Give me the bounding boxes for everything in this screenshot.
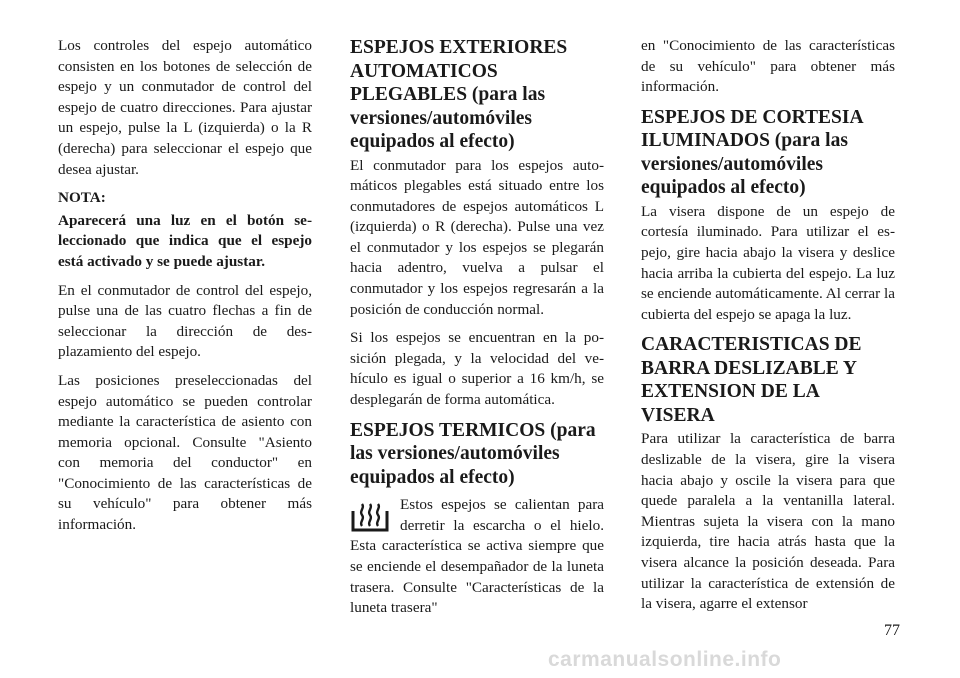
section-heading-heated-mirrors: ESPEJOS TERMICOS (para las versiones/automóviles equipados al efecto) <box>350 419 596 488</box>
paragraph: Estos espejos se calientan para derretir la escarcha o el hielo. Esta característica se activa siempre que se enciende el desempañador de la luneta trasera. Consulte "Características de la luneta trasera" <box>350 496 604 617</box>
section-heading-vanity-mirrors: ESPEJOS DE CORTESIA ILUMINADOS (para las versiones/automóviles equipados al efecto) <box>641 106 863 199</box>
paragraph: La visera dispone de un espejo de cortesía iluminado. Para utilizar el espejo, gire hacia abajo la visera y deslice hacia arriba la cubierta del espejo. La luz se enciende automáticamente. Al cerrar la cubierta del espejo se apaga la luz. <box>641 202 895 323</box>
paragraph: En el conmutador de control del espejo, pulse una de las cuatro flechas a fin de seleccionar la dirección de desplazamiento del espejo. <box>58 281 312 361</box>
paragraph: Para utilizar la característica de barra deslizable de la visera, gire la visera hacia abajo y oscile la visera para que quede paralela a la ventanilla lateral. Mientras sujeta la visera con la mano izquierda, tire hacia atrás hasta que la visera alcance la posición deseada. Para utilizar la característica de extensión de la visera, agarre el extensor <box>641 430 895 613</box>
rear-defrost-icon <box>350 499 390 533</box>
paragraph: Si los espejos se encuentran en la posición plegada, y la velocidad del vehículo es igual o superior a 16 km/h, se desplegarán de forma automática. <box>350 329 604 409</box>
watermark: carmanualsonline.info <box>548 648 782 671</box>
column-middle <box>350 36 604 627</box>
page-number: 77 <box>884 622 900 639</box>
column-right <box>641 36 895 623</box>
note-label: NOTA: <box>58 189 106 207</box>
note-text: Aparecerá una luz en el botón seleccionado que indica que el espejo está activado y se puede ajustar. <box>58 211 312 270</box>
section-heading-folding-mirrors: ESPEJOS EXTERIORES AUTOMATICOS PLEGABLES (para las versiones/automóviles equipados al efecto) <box>350 37 568 152</box>
paragraph: en "Conocimiento de las características de su vehículo" para obtener más información. <box>641 37 895 96</box>
column-left <box>58 36 312 544</box>
section-heading-sunvisor: CARACTERISTICAS DE BARRA DESLIZABLE Y EXTENSION DE LA VISERA <box>641 334 862 426</box>
paragraph: Los controles del espejo automático consisten en los botones de selección de espejo y un conmutador de control del espejo de cuatro direcciones. Para ajustar un espejo, pulse la L (izquierda) o la R (derecha) para seleccionar el espejo que desea ajustar. <box>58 37 312 178</box>
heated-mirror-block <box>350 495 604 619</box>
paragraph: El conmutador para los espejos automáticos plegables está situado entre los conmutadores de espejos automáticos L (izquierda) o R (derecha). Pulse una vez el conmutador y los espejos se plegarán hacia adentro, vuelva a pulsar el conmutador y los espejos regresarán a la posición de conducción normal. <box>350 156 604 318</box>
paragraph: Las posiciones preseleccionadas del espejo automático se pueden controlar mediante la característica de asiento con memoria opcional. Consulte "Asiento con memoria del conductor" en "Conocimiento de las características de su vehículo" para obtener más información. <box>58 371 312 534</box>
